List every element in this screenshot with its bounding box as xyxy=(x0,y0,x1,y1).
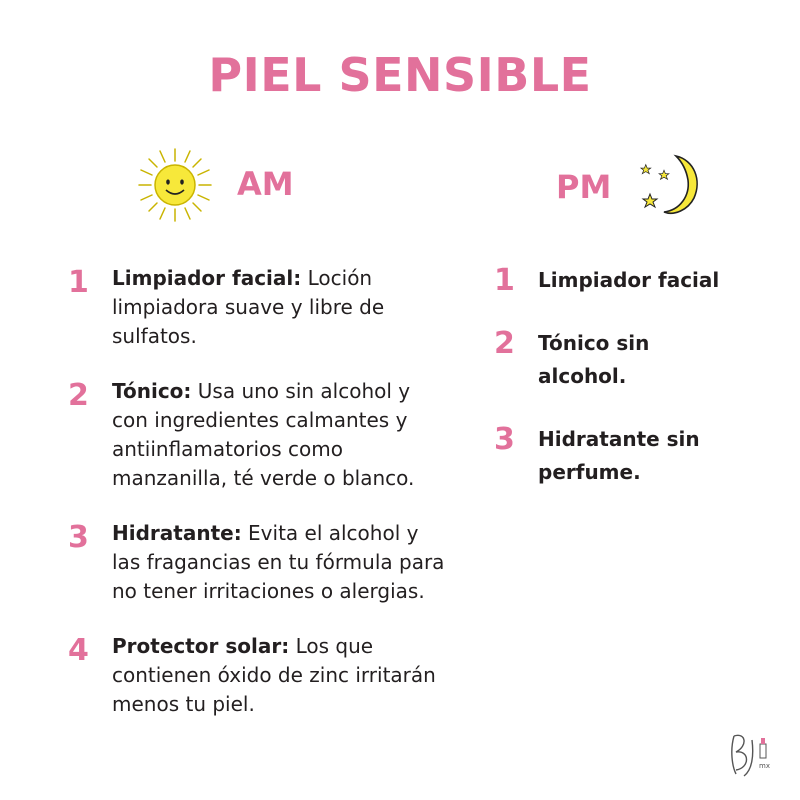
step-number: 1 xyxy=(68,265,89,300)
pm-label: PM xyxy=(556,168,612,206)
pm-steps-list xyxy=(494,264,734,519)
moon-stars-icon xyxy=(636,152,702,218)
step-number: 2 xyxy=(68,378,89,413)
step-description: Evita el alcohol y las fragancias en tu fórmula para no tener irritaciones o alergias. xyxy=(112,521,445,603)
step-title: Tónico: xyxy=(112,379,192,403)
step-number: 3 xyxy=(494,422,515,457)
step-title: Tónico sin alcohol. xyxy=(538,331,650,388)
am-steps-list xyxy=(68,264,448,745)
sun-icon xyxy=(135,145,215,225)
step-title: Limpiador facial: xyxy=(112,266,302,290)
am-label: AM xyxy=(237,165,294,203)
pm-header xyxy=(552,150,712,220)
step-number: 2 xyxy=(494,326,515,361)
am-step xyxy=(68,632,448,719)
step-number: 3 xyxy=(68,520,89,555)
step-description: Usa uno sin alcohol y con ingredientes calmantes y antiinflamatorios como manzanilla, té verde o blanco. xyxy=(112,379,415,490)
step-title: Limpiador facial xyxy=(538,268,720,292)
pm-step xyxy=(494,423,734,489)
step-number: 1 xyxy=(494,263,515,298)
step-title: Protector solar: xyxy=(112,634,290,658)
pm-step xyxy=(494,264,734,297)
step-number: 4 xyxy=(68,633,89,668)
step-title: Hidratante: xyxy=(112,521,242,545)
page-title: PIEL SENSIBLE xyxy=(208,48,592,102)
am-step xyxy=(68,377,448,493)
step-description: Los que contienen óxido de zinc irritarán menos tu piel. xyxy=(112,634,436,716)
pm-step xyxy=(494,327,734,393)
step-description: Loción limpiadora suave y libre de sulfatos. xyxy=(112,266,385,348)
logo-sub: mx xyxy=(759,762,770,770)
am-header xyxy=(135,145,335,225)
brand-logo xyxy=(726,726,772,782)
am-step xyxy=(68,264,448,351)
step-title: Hidratante sin perfume. xyxy=(538,427,700,484)
am-step xyxy=(68,519,448,606)
